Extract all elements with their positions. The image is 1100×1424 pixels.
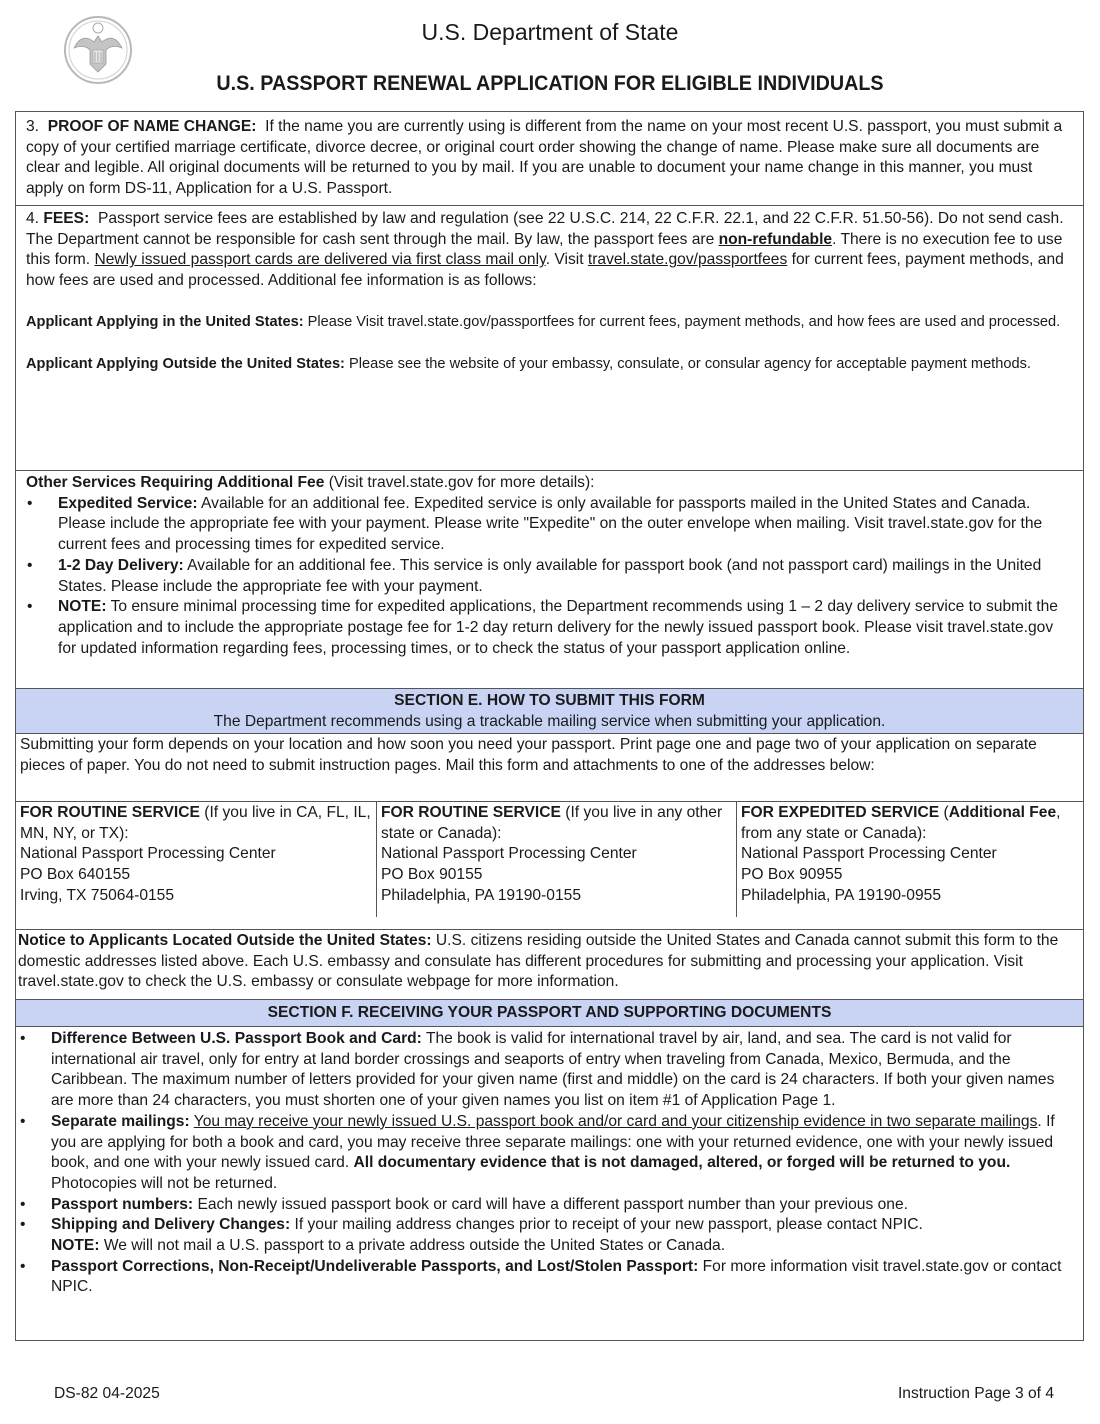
item-3-text: If the name you are currently using is different from the name on your most recent U.S. passport, you must submit a copy of your certified marriage certificate, divorce decree, or original court order showing the change of name. Please make sure all documents are clear and legible. All original documents will be returned to you by mail. If you are unable to document your name change in this manner, you must apply on form DS-11, Application for a U.S. Passport. (26, 118, 1063, 198)
bullet: • (20, 1257, 26, 1275)
list-item-text: . If you are applying for both a book and card, you may receive three separate mailings: one with your returned evidence, one with your newly issued book, and one with your newly issued card. (51, 1112, 1055, 1172)
item-4-text-1: Passport service fees are established by law and regulation (see 22 U.S.C. 214, 22 C.F.R. 22.1, and 22 C.F.R. 51.50-56). Do not send cash. The Department cannot be responsible for cash sent through the mail. By law, the passport fees are (26, 210, 1064, 248)
address-line: National Passport Processing Center (20, 845, 276, 863)
form-title: U.S. PASSPORT RENEWAL APPLICATION FOR ELIGIBLE INDIVIDUALS (216, 72, 884, 95)
list-item-delivery (16, 556, 1073, 597)
form-id: DS-82 04-2025 (54, 1385, 160, 1402)
list-item-label: 1-2 Day Delivery: (58, 556, 184, 574)
address-line: Philadelphia, PA 19190-0955 (741, 886, 941, 904)
bullet: • (27, 598, 33, 616)
non-refundable-text: non-refundable (718, 230, 833, 248)
address-note: , from any state or Canada): (741, 804, 1061, 842)
mailing-addresses (16, 801, 1083, 917)
bullet: • (27, 556, 33, 574)
instructions-frame (15, 111, 1084, 1341)
section-e-intro-text: Submitting your form depends on your location and how soon you need your passport. Print page one and page two of your application on separate pieces of paper. You do not need to submit instruction pages. Mail this form and attachments to one of the addresses below: (20, 736, 1037, 774)
additional-fee-text: Additional Fee (948, 804, 1057, 821)
item-3-proof-of-name-change (16, 117, 1083, 200)
us-applicant-heading: Applicant Applying in the United States: (26, 313, 304, 330)
passport-card-delivery-note: Newly issued passport cards are delivered via first class mail only (94, 251, 546, 269)
list-item-underlined-text: You may receive your newly issued U.S. passport book and/or card and your citizenship evidence in two separate mailings (193, 1112, 1038, 1130)
other-services-block (16, 470, 1083, 659)
outside-us-applicant-text: Please see the website of your embassy, consulate, or consular agency for acceptable payment methods. (348, 355, 1031, 372)
address-heading: FOR ROUTINE SERVICE (381, 804, 561, 821)
item-4-number: 4. (26, 210, 40, 227)
item-3-number: 3. (26, 118, 40, 135)
section-f-header (16, 999, 1083, 1026)
notice-outside-us (16, 929, 1083, 993)
other-services-heading: Other Services Requiring Additional Fee (26, 474, 325, 491)
item-4-text-4: for current fees, payment methods, and how fees are used and processed. Additional fee information is as follows: (26, 251, 1064, 290)
list-item-text: Each newly issued passport book or card will have a different passport number than your previous one. (197, 1195, 908, 1213)
address-routine-other (376, 802, 736, 917)
notice-heading: Notice to Applicants Located Outside the United States: (18, 932, 432, 949)
address-line: PO Box 90955 (741, 866, 843, 884)
item-4-fees (16, 205, 1083, 470)
address-expedited (736, 802, 1083, 917)
address-note: (If you live in any other state or Canada): (381, 804, 723, 842)
outside-us-applicant-heading: Applicant Applying Outside the United States: (26, 355, 345, 372)
list-item-text: We will not mail a U.S. passport to a private address outside the United States or Canada. (103, 1237, 726, 1255)
address-note: (If you live in CA, FL, IL, MN, NY, or TX): (20, 804, 371, 842)
list-item-label: Passport numbers: (51, 1195, 194, 1213)
list-item-label: Difference Between U.S. Passport Book and Card: (51, 1030, 422, 1047)
address-line: National Passport Processing Center (741, 845, 997, 863)
section-e-intro (16, 733, 1083, 776)
address-line: PO Box 640155 (20, 866, 131, 884)
list-item-text: Available for an additional fee. This service is only available for passport book (and not passport card) mailings in the United States. Please include the appropriate fee with your payment. (58, 556, 1042, 595)
address-heading: FOR EXPEDITED SERVICE (741, 804, 940, 821)
section-e-subtitle: The Department recommends using a trackable mailing service when submitting your application. (213, 712, 886, 730)
item-4-text-2: . There is no execution fee to use this form. (26, 230, 1063, 269)
list-item-expedited-service (16, 494, 1073, 556)
list-item-label: Separate mailings: (51, 1112, 190, 1130)
list-item-bold-text: All documentary evidence that is not damaged, altered, or forged will be returned to you. (353, 1154, 1011, 1172)
section-e-header (16, 688, 1083, 733)
section-f-body (16, 1026, 1083, 1298)
list-item-text: The book is valid for international travel by air, land, and sea. The card is not valid for international air travel, only for entry at land border crossings and seaports of entry when traveling from Canada, Mexico, Bermuda, and the Caribbean. The maximum number of letters provided for your given name (first and middle) on the card is 24 characters. If both your given names are more than 24 characters, you must shorten one of your given names you list on item #1 of Application Page 1. (51, 1030, 1055, 1110)
item-4-heading: FEES: (43, 210, 90, 227)
bullet: • (20, 1030, 26, 1047)
list-item-label: Passport Corrections, Non-Receipt/Undeliverable Passports, and Lost/Stolen Passport: (51, 1257, 699, 1275)
address-line: Irving, TX 75064-0155 (20, 886, 175, 904)
list-item-text: For more information visit travel.state.gov or contact NPIC. (51, 1257, 1062, 1296)
item-3-heading: PROOF OF NAME CHANGE: (47, 118, 257, 135)
page-number: Instruction Page 3 of 4 (897, 1385, 1054, 1402)
address-note-open: ( (943, 804, 949, 821)
item-4-text-3: . Visit (545, 251, 584, 269)
list-item-label: Shipping and Delivery Changes: (51, 1216, 291, 1234)
other-services-list (16, 494, 1073, 660)
address-line: PO Box 90155 (381, 866, 483, 884)
list-item-passport-numbers (16, 1195, 1073, 1216)
passport-fees-link[interactable]: travel.state.gov/passportfees (587, 251, 788, 269)
list-item-text: To ensure minimal processing time for expedited applications, the Department recommends using 1 – 2 day delivery service to submit the application and to include the appropriate postage fee for 1-2 day return delivery for the newly issued passport book. Please visit travel.state.gov for updated information regarding fees, processing times, or to check the status of your passport application online. (58, 598, 1058, 657)
other-services-heading-note: (Visit travel.state.gov for more details): (328, 474, 595, 491)
notice-text: U.S. citizens residing outside the United States and Canada cannot submit this form to the domestic addresses listed above. Each U.S. embassy and consulate has different procedures for submitting and processing your application. Visit travel.state.gov to check the U.S. embassy or consulate webpage for more information. (18, 932, 1059, 991)
address-routine-ca-fl (16, 802, 376, 917)
address-heading: FOR ROUTINE SERVICE (20, 804, 200, 821)
list-item-text: If your mailing address changes prior to receipt of your new passport, please contact NPIC. (294, 1216, 923, 1234)
list-item-corrections (16, 1257, 1073, 1298)
list-item-text: Available for an additional fee. Expedited service is only available for passports mailed in the United States and Canada. Please include the appropriate fee with your payment. Please write "Expedite" on the outer envelope when mailing. Visit travel.state.gov for the current fees and processing times for expedited service. (58, 494, 1043, 554)
list-item-label: Expedited Service: (58, 494, 198, 512)
address-line: National Passport Processing Center (381, 845, 637, 863)
bullet: • (20, 1112, 26, 1130)
bullet: • (20, 1216, 26, 1234)
list-item-shipping-changes (16, 1215, 1073, 1256)
list-item-label: NOTE: (58, 598, 107, 616)
address-line: Philadelphia, PA 19190-0155 (381, 886, 581, 904)
list-item-text: Photocopies will not be returned. (51, 1174, 278, 1192)
us-applicant-text: Please Visit travel.state.gov/passportfees for current fees, payment methods, and how fees are used and processed. (307, 313, 1061, 330)
list-item-note-label: NOTE: (51, 1237, 100, 1255)
list-item-book-vs-card (16, 1029, 1073, 1112)
bullet: • (20, 1195, 26, 1213)
department-name: U.S. Department of State (421, 19, 679, 45)
list-item-separate-mailings (16, 1112, 1073, 1195)
bullet: • (27, 494, 33, 512)
list-item-note (16, 597, 1073, 659)
section-e-title: SECTION E. HOW TO SUBMIT THIS FORM (394, 692, 705, 709)
section-f-title: SECTION F. RECEIVING YOUR PASSPORT AND SUPPORTING DOCUMENTS (267, 1004, 832, 1021)
section-f-list (16, 1029, 1073, 1298)
